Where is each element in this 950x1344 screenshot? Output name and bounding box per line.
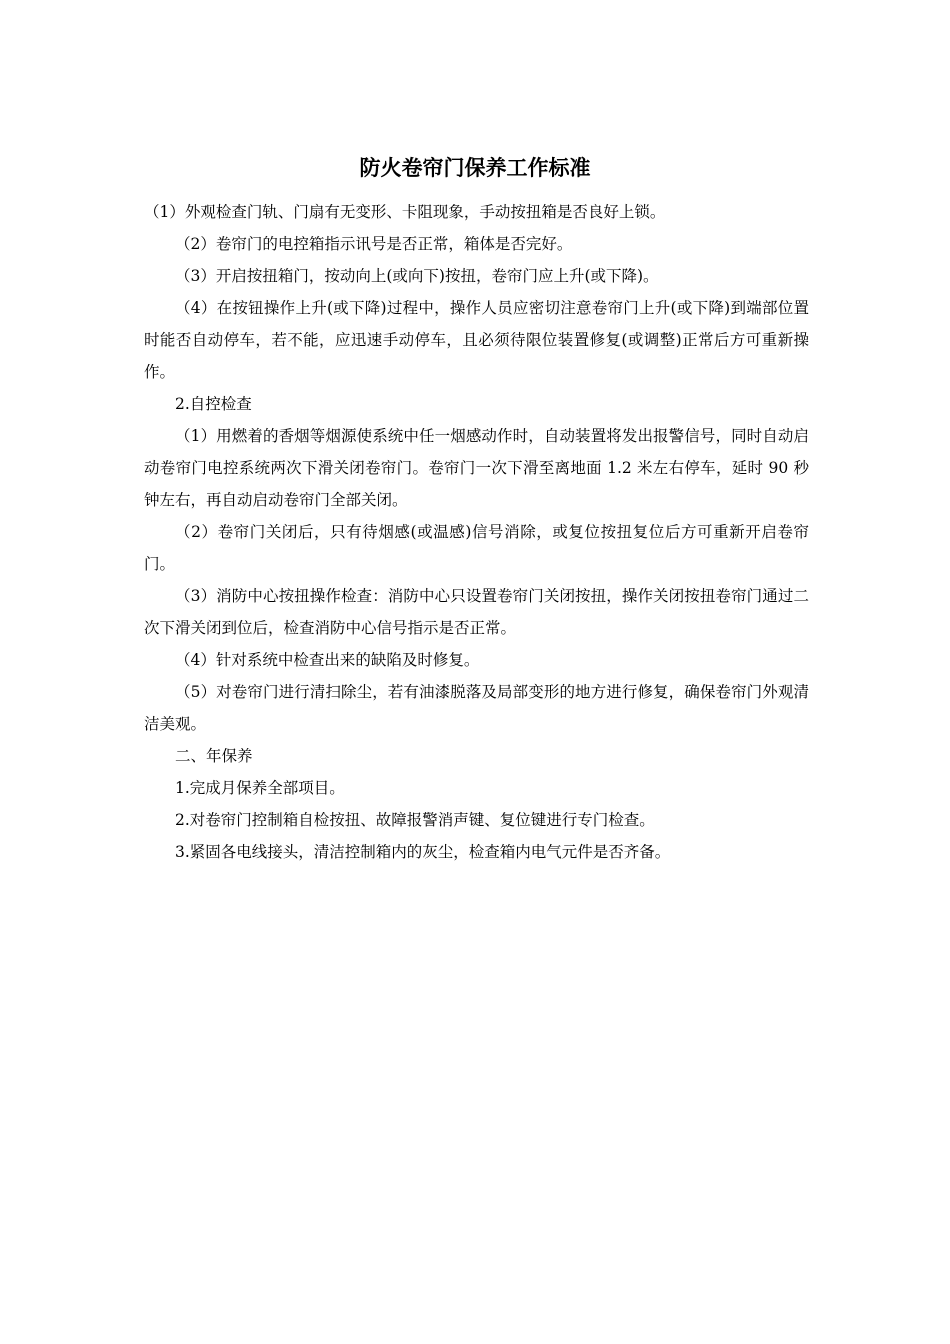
document-body [144, 196, 809, 868]
paragraph-auto-check-1: （1）用燃着的香烟等烟源使系统中任一烟感动作时，自动装置将发出报警信号，同时自动启动卷帘门电控系统两次下滑关闭卷帘门。卷帘门一次下滑至离地面 1.2 米左右停车，延时 90 秒钟左右，再自动启动卷帘门全部关闭。 [144, 427, 809, 509]
paragraph-auto-check-4: （4）针对系统中检查出来的缺陷及时修复。 [175, 651, 480, 669]
section-heading-auto-check: 2.自控检查 [175, 395, 252, 413]
paragraph-auto-check-2: （2）卷帘门关闭后，只有待烟感(或温感)信号消除，或复位按扭复位后方可重新开启卷帘门。 [144, 523, 809, 573]
document-title: 防火卷帘门保养工作标准 [359, 156, 591, 180]
paragraph-inspection-3: （3）开启按扭箱门，按动向上(或向下)按扭，卷帘门应上升(或下降)。 [175, 267, 659, 285]
paragraph-inspection-1: （1）外观检查门轨、门扇有无变形、卡阻现象，手动按扭箱是否良好上锁。 [144, 203, 666, 221]
paragraph-auto-check-3: （3）消防中心按扭操作检查：消防中心只设置卷帘门关闭按扭，操作关闭按扭卷帘门通过二次下滑关闭到位后，检查消防中心信号指示是否正常。 [144, 587, 809, 637]
paragraph-inspection-2: （2）卷帘门的电控箱指示讯号是否正常，箱体是否完好。 [175, 235, 573, 253]
paragraph-annual-2: 2.对卷帘门控制箱自检按扭、故障报警消声键、复位键进行专门检查。 [175, 811, 655, 829]
paragraph-annual-1: 1.完成月保养全部项目。 [175, 779, 345, 797]
paragraph-inspection-4: （4）在按钮操作上升(或下降)过程中，操作人员应密切注意卷帘门上升(或下降)到端部位置时能否自动停车，若不能，应迅速手动停车，且必须待限位装置修复(或调整)正常后方可重新操作。 [144, 299, 809, 381]
paragraph-auto-check-5: （5）对卷帘门进行清扫除尘，若有油漆脱落及局部变形的地方进行修复，确保卷帘门外观清洁美观。 [144, 683, 809, 733]
paragraph-annual-3: 3.紧固各电线接头，清洁控制箱内的灰尘，检查箱内电气元件是否齐备。 [175, 843, 671, 861]
section-heading-annual-maintenance: 二、年保养 [175, 747, 253, 765]
